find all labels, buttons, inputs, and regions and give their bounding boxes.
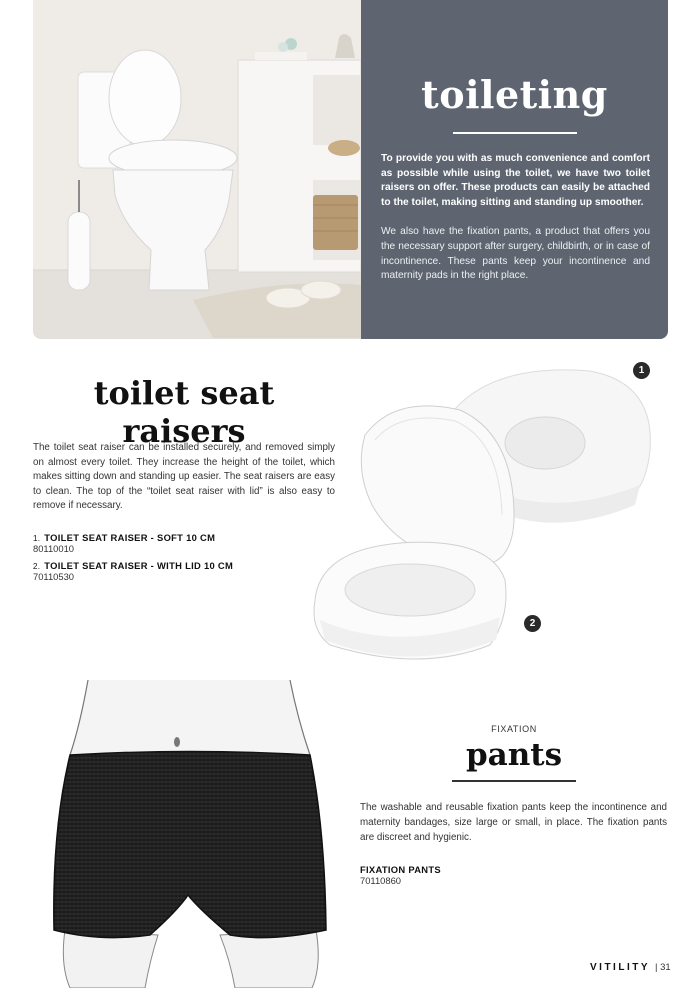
list-item	[33, 532, 333, 554]
pants-title-underline	[452, 780, 576, 782]
list-index: 2.	[33, 562, 41, 571]
list-item	[33, 560, 333, 582]
hero-intro-bold: To provide you with as much convenience and comfort as possible while using the toilet, we have two toilet raisers on offer. These products can easily be attached to the toilet, making sitting and standing up smoother.	[381, 153, 650, 208]
brand-logo-text: VITILITY	[590, 962, 650, 973]
pants-description: The washable and reusable fixation pants keep the incontinence and maternity bandages, size large or small, in place. The fixation pants are discreet and hygienic.	[360, 802, 667, 843]
product-list	[33, 532, 333, 582]
product-number: 70110530	[33, 571, 75, 582]
hero-bathroom-photo	[33, 0, 361, 339]
hero-title-underline	[453, 132, 577, 134]
product-number: 80110010	[33, 543, 75, 554]
hero-panel	[361, 0, 668, 339]
product-name: TOILET SEAT RAISER - WITH LID 10 CM	[44, 560, 234, 571]
page-number: | 31	[655, 962, 671, 973]
product-name: TOILET SEAT RAISER - SOFT 10 CM	[44, 532, 216, 543]
product-badge-1: 1	[633, 362, 650, 379]
product-badge-2: 2	[524, 615, 541, 632]
product-name: FIXATION PANTS	[360, 864, 441, 875]
raisers-description: The toilet seat raiser can be installed securely, and removed simply on almost every toilet. They increase the height of the toilet, which makes sitting down and standing up easier. The seat raisers are easy to clean. The top of the “toilet seat raiser with lid” is also easy to remove if necessary.	[33, 442, 335, 512]
pants-title: pants	[465, 737, 563, 773]
raisers-title: toilet seat raisers	[93, 374, 275, 450]
toilet-seat-raisers-image	[300, 355, 670, 675]
hero-title: toileting	[421, 72, 608, 117]
list-index: 1.	[33, 534, 41, 543]
hero-intro-text: We also have the fixation pants, a product that offers you the necessary support after surgery, childbirth, or in case of incontinence. These pants keep your incontinence and maternity pads in the right place.	[381, 226, 650, 282]
fixation-pants-image	[40, 680, 340, 988]
pants-product	[360, 864, 441, 886]
product-number: 70110860	[360, 875, 402, 886]
pants-label: FIXATION	[491, 724, 537, 734]
